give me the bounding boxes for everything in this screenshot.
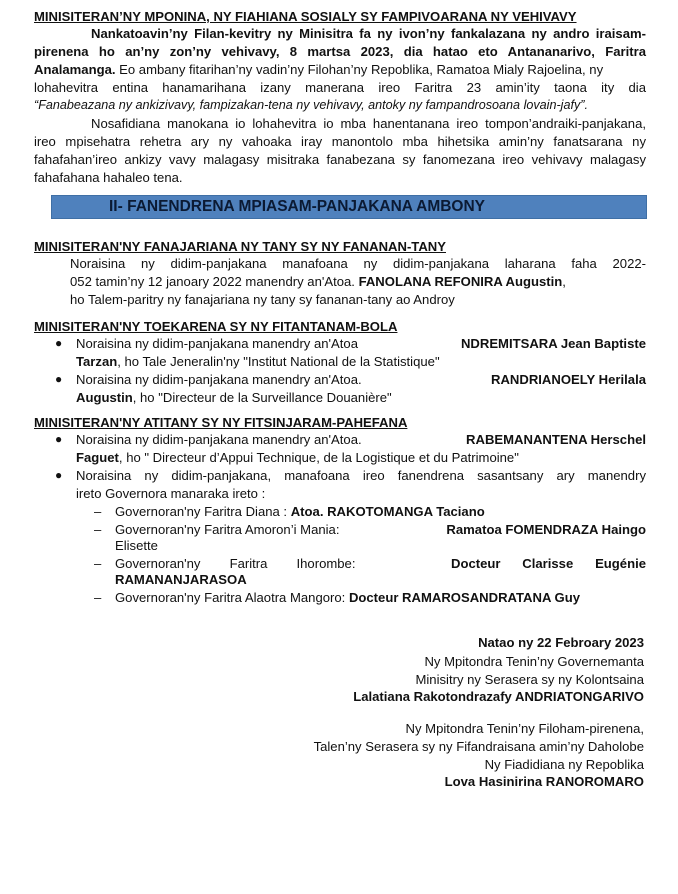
signatory-name: Lova Hasinirina RANOROMARO (444, 774, 644, 789)
bullet-icon: ● (55, 468, 63, 482)
list-item (76, 371, 646, 388)
banner-title: II- FANENDRENA MPIASAM-PANJAKANA AMBONY (109, 198, 486, 215)
person-name: Docteur RAMAROSANDRATANA Guy (348, 590, 581, 605)
paragraph-text: 052 tamin’ny 12 janoary 2022 manendry an'Atoa. (70, 274, 359, 289)
section-banner (51, 195, 647, 219)
person-name: RABEMANANTENA Herschel (466, 432, 646, 447)
governor-item-continuation: Elisette (115, 538, 158, 553)
paragraph-line: fahafahan’ireo ankizy vavy malagasy misitraka fanabezana sy fanomezana ireo vehivavy malagasy (34, 152, 646, 167)
dash-icon: – (94, 556, 102, 571)
paragraph-text: Noraisina ny didim-panjakana manendry an'Atoa. (76, 372, 362, 387)
paragraph-line: ireo mpisehatra rehetra ary ny vahoaka iray manontolo mba hihetsika amin’ny fanatsarana ny (34, 134, 646, 149)
governor-item-continuation: RAMANANJARASOA (115, 572, 247, 587)
theme-quote: “Fanabeazana ny ankizivavy, fampizakan-tena ny vehivavy, antoky ny fampandrosoana lovain-jafy”. (34, 98, 588, 112)
section-heading-land: MINISITERAN'NY FANAJARIANA NY TANY SY NY FANANAN-TANY (34, 239, 446, 254)
paragraph-text: Governoran'ny Faritra Ihorombe: (115, 556, 356, 571)
section-heading-population: MINISITERAN’NY MPONINA, NY FIAHIANA SOSIALY SY FAMPIVOARANA NY VEHIVAVY (34, 9, 577, 24)
location-name: Analamanga. (34, 62, 116, 77)
person-name: Ramatoa FOMENDRAZA Haingo (446, 522, 646, 537)
section-heading-economy: MINISITERAN'NY TOEKARENA SY NY FITANTANAM-BOLA (34, 319, 398, 334)
bullet-icon: ● (55, 372, 63, 386)
dash-icon: – (94, 522, 102, 537)
person-name: Docteur Clarisse Eugénie (450, 556, 646, 571)
signatory-title: Talen’ny Serasera sy ny Fifandraisana amin’ny Daholobe (313, 739, 644, 754)
paragraph-text: , ho Tale Jeneralin'ny "Institut National de la Statistique" (117, 354, 440, 369)
person-name: NDREMITSARA Jean Baptiste (460, 336, 646, 351)
person-name: Tarzan (76, 354, 118, 369)
person-name: FANOLANA REFONIRA Augustin (358, 274, 563, 289)
paragraph-text: , (562, 274, 566, 289)
bullet-icon: ● (55, 432, 63, 446)
paragraph-text: Governoran'ny Faritra Diana : (115, 504, 291, 519)
bullet-icon: ● (55, 336, 63, 350)
person-name: Atoa. RAKOTOMANGA Taciano (290, 504, 485, 519)
section-heading-interior: MINISITERAN'NY ATITANY SY NY FITSINJARAM-PAHEFANA (34, 415, 408, 430)
paragraph-line: Noraisina ny didim-panjakana manafoana ny didim-panjakana laharana faha 2022- (70, 256, 646, 271)
signature-date: Natao ny 22 Febroary 2023 (478, 635, 644, 650)
paragraph-text: Noraisina ny didim-panjakana manendry an'Atoa (76, 336, 358, 351)
signatory-title: Ny Fiadidiana ny Repoblika (484, 757, 644, 772)
person-name: RANDRIANOELY Herilala (491, 372, 646, 387)
governor-item (115, 589, 580, 606)
signatory-title: Minisitry ny Serasera sy ny Kolontsaina (415, 672, 644, 687)
paragraph-line: Nosafidiana manokana io lohahevitra io mba hanentanana ireo tompon’andraiki-panjakana, (91, 116, 646, 131)
paragraph-line: ho Talem-paritry ny fanajariana ny tany sy fananan-tany ao Androy (70, 292, 455, 307)
paragraph-text: Noraisina ny didim-panjakana manendry an'Atoa. (76, 432, 362, 447)
list-item-continuation (76, 389, 392, 406)
list-item: Noraisina ny didim-panjakana, manafoana ireo fanendrena sasantsany ary manendry (76, 468, 646, 483)
governor-item (115, 503, 485, 520)
list-item (76, 431, 646, 448)
paragraph-text: , ho " Directeur d’Appui Technique, de la Logistique et du Patrimoine" (118, 450, 519, 465)
governor-item (115, 521, 646, 538)
list-item (76, 335, 646, 352)
signatory-title: Ny Mpitondra Tenin’ny Filoham-pirenena, (405, 721, 644, 736)
paragraph-text: , ho "Directeur de la Surveillance Douanière" (132, 390, 392, 405)
list-item-continuation (76, 353, 440, 370)
signatory-title: Ny Mpitondra Tenin’ny Governemanta (424, 654, 644, 669)
signatory-name: Lalatiana Rakotondrazafy ANDRIATONGARIVO (353, 689, 644, 704)
paragraph-line: lohahevitra entina hanamarihana izany manerana ireo Faritra 23 amin’ity taona ity dia (34, 80, 646, 95)
list-item-continuation: ireto Governora manaraka ireto : (76, 486, 266, 501)
paragraph-line (34, 61, 646, 78)
person-name: Augustin (76, 390, 133, 405)
paragraph-line: Nankatoavin’ny Filan-kevitry ny Minisitra fa ny ivon’ny fankalazana ny andro iraisam- (91, 26, 646, 41)
governor-item (115, 555, 646, 572)
list-item-continuation (76, 449, 519, 466)
paragraph-line: fahafahana hahaleo tena. (34, 170, 183, 185)
paragraph-text: Governoran'ny Faritra Alaotra Mangoro: (115, 590, 349, 605)
dash-icon: – (94, 504, 102, 519)
dash-icon: – (94, 590, 102, 605)
paragraph-text: Governoran'ny Faritra Amoron’i Mania: (115, 522, 340, 537)
paragraph-text: Eo ambany fitarihan’ny vadin’ny Filohan’ny Repoblika, Ramatoa Mialy Rajoelina, ny (115, 62, 604, 77)
paragraph-line (70, 273, 646, 290)
paragraph-line: pirenena ho an’ny zon’ny vehivavy, 8 martsa 2023, dia hatao eto Antananarivo, Faritra (34, 44, 646, 59)
person-name: Faguet (76, 450, 119, 465)
